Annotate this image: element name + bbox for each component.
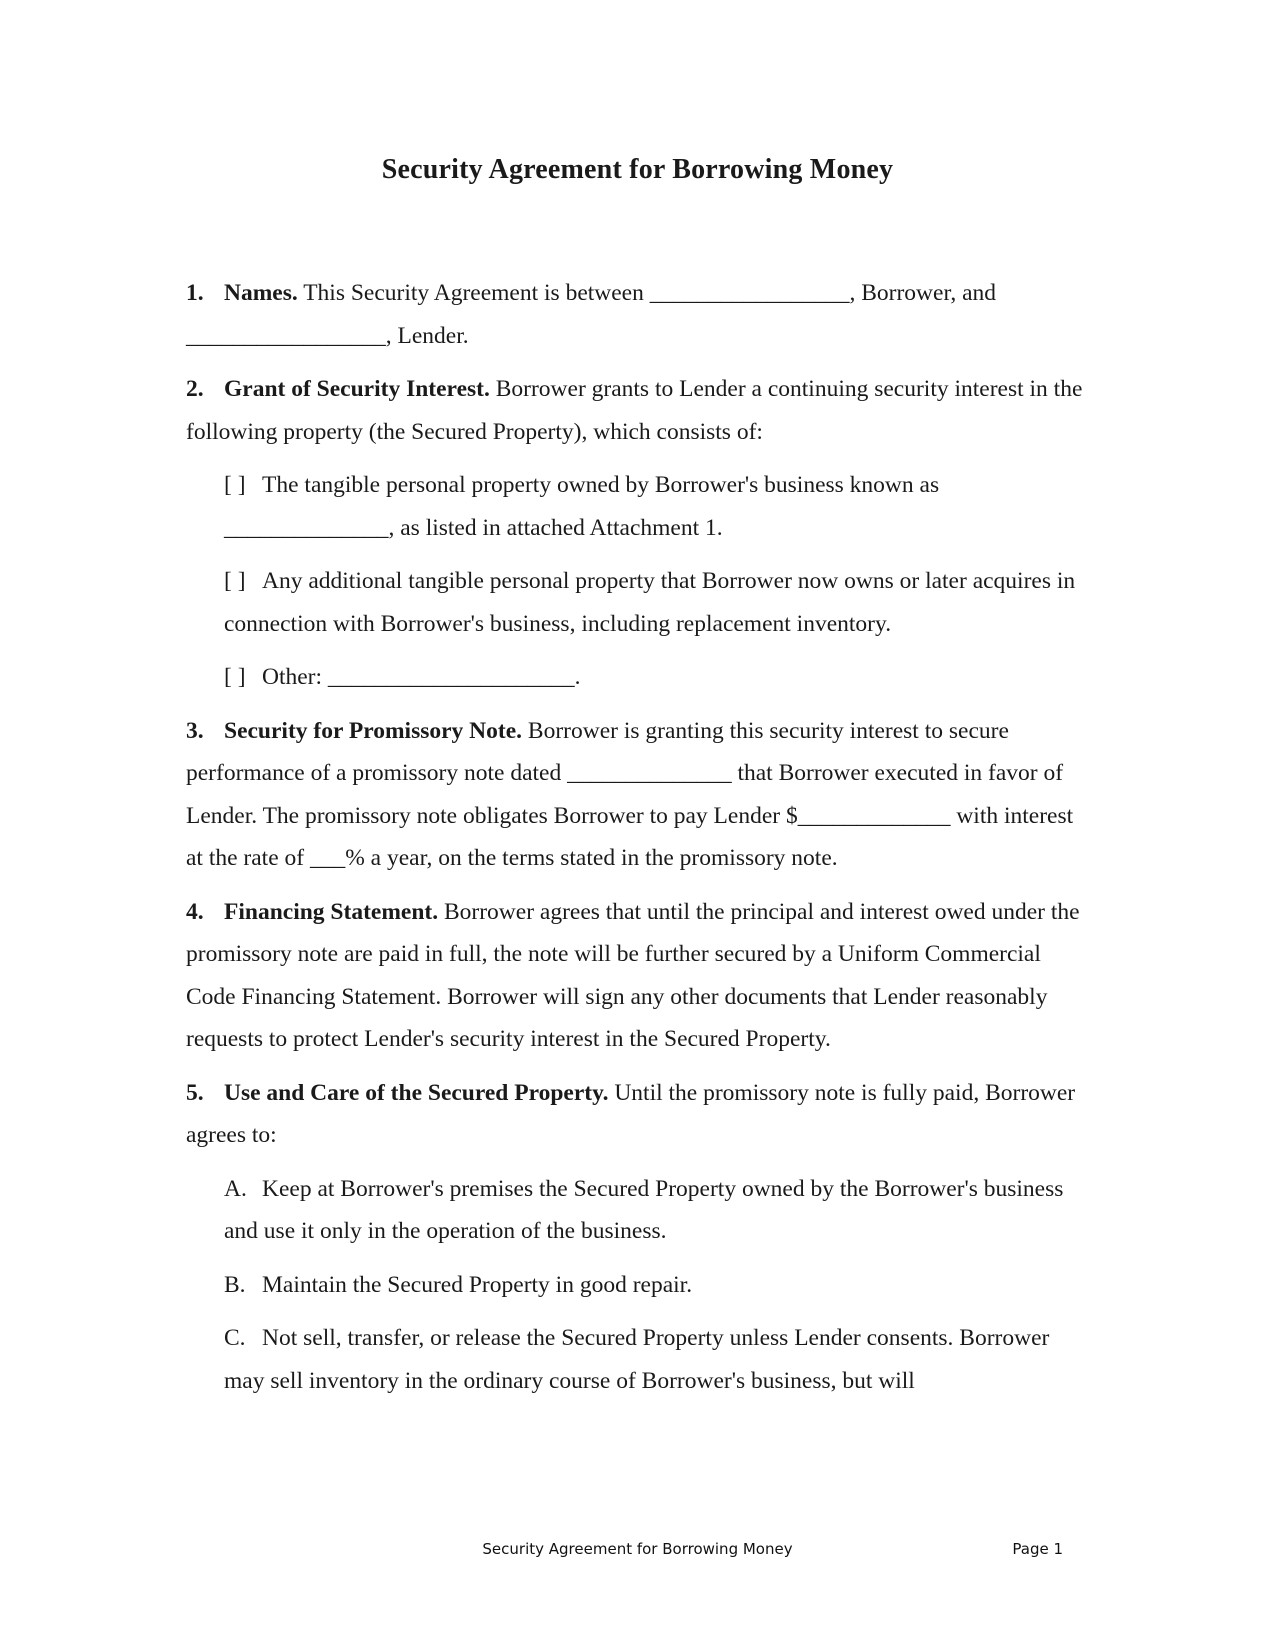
section-use-and-care bbox=[186, 1072, 1086, 1157]
section-number: 4. bbox=[186, 898, 204, 925]
item-text: Not sell, transfer, or release the Secured Property unless Lender consents. Borrower may sell inventory in the ordinary course of Borrower's business, but will bbox=[224, 1325, 1050, 1394]
section-grant-of-security-interest bbox=[186, 368, 1086, 453]
section-financing-statement bbox=[186, 891, 1086, 1061]
section-names bbox=[186, 272, 1086, 357]
section-heading: Names. bbox=[224, 280, 298, 306]
care-item-b bbox=[224, 1264, 1086, 1307]
section-number: 5. bbox=[186, 1079, 204, 1106]
section-number: 2. bbox=[186, 376, 204, 402]
item-text: Maintain the Secured Property in good repair. bbox=[262, 1271, 693, 1298]
section-heading: Grant of Security Interest. bbox=[224, 376, 490, 402]
footer-document-name: Security Agreement for Borrowing Money bbox=[482, 1540, 793, 1558]
section-text: Borrower grants to Lender a continuing security interest in the following property (the Secured Property), which consists of: bbox=[186, 376, 1083, 445]
document-body bbox=[186, 272, 1086, 1413]
section-text: This Security Agreement is between _________________, Borrower, and _________________, Lender. bbox=[186, 280, 997, 349]
care-item-c bbox=[224, 1317, 1086, 1402]
item-text: Keep at Borrower's premises the Secured Property owned by the Borrower's business and use it only in the operation of the business. bbox=[224, 1175, 1064, 1244]
option-text: Any additional tangible personal property that Borrower now owns or later acquires in connection with Borrower's business, including replacement inventory. bbox=[224, 568, 1076, 637]
footer-page-number: Page 1 bbox=[1012, 1540, 1063, 1558]
document-title: Security Agreement for Borrowing Money bbox=[381, 154, 894, 185]
item-letter: C. bbox=[224, 1325, 246, 1351]
property-option-additional bbox=[224, 560, 1086, 645]
section-text: Until the promissory note is fully paid, Borrower agrees to: bbox=[186, 1079, 1076, 1148]
section-security-for-promissory-note bbox=[186, 710, 1086, 880]
section-heading: Financing Statement. bbox=[224, 898, 439, 925]
option-text: The tangible personal property owned by Borrower's business known as ______________, as listed in attached Attachment 1. bbox=[224, 472, 940, 541]
care-item-a bbox=[224, 1168, 1086, 1253]
section-text: Borrower agrees that until the principal and interest owed under the promissory note are paid in full, the note will be further secured by a Uniform Commercial Code Financing Statement. Borrower will sign any other documents that Lender reasonably requests to protect Lender's security interest in the Secured Property. bbox=[186, 898, 1080, 1052]
checkbox-bracket[interactable]: [ ] bbox=[224, 472, 246, 498]
section-text: Borrower is granting this security interest to secure performance of a promissory note dated ______________ that Borrower executed in favor of Lender. The promissory note obligates Borrower to pay Lender $_____________ with interest at the rate of ___% a year, on the terms stated in the promissory note. bbox=[186, 717, 1074, 871]
option-text: Other: _____________________. bbox=[262, 664, 581, 690]
section-number: 1. bbox=[186, 280, 204, 306]
checkbox-bracket[interactable]: [ ] bbox=[224, 568, 246, 594]
section-number: 3. bbox=[186, 717, 204, 744]
item-letter: A. bbox=[224, 1175, 247, 1202]
property-option-other bbox=[224, 656, 1086, 699]
section-heading: Security for Promissory Note. bbox=[224, 717, 523, 744]
item-letter: B. bbox=[224, 1271, 246, 1298]
property-option-business bbox=[224, 464, 1086, 549]
checkbox-bracket[interactable]: [ ] bbox=[224, 664, 246, 690]
section-heading: Use and Care of the Secured Property. bbox=[224, 1079, 609, 1106]
